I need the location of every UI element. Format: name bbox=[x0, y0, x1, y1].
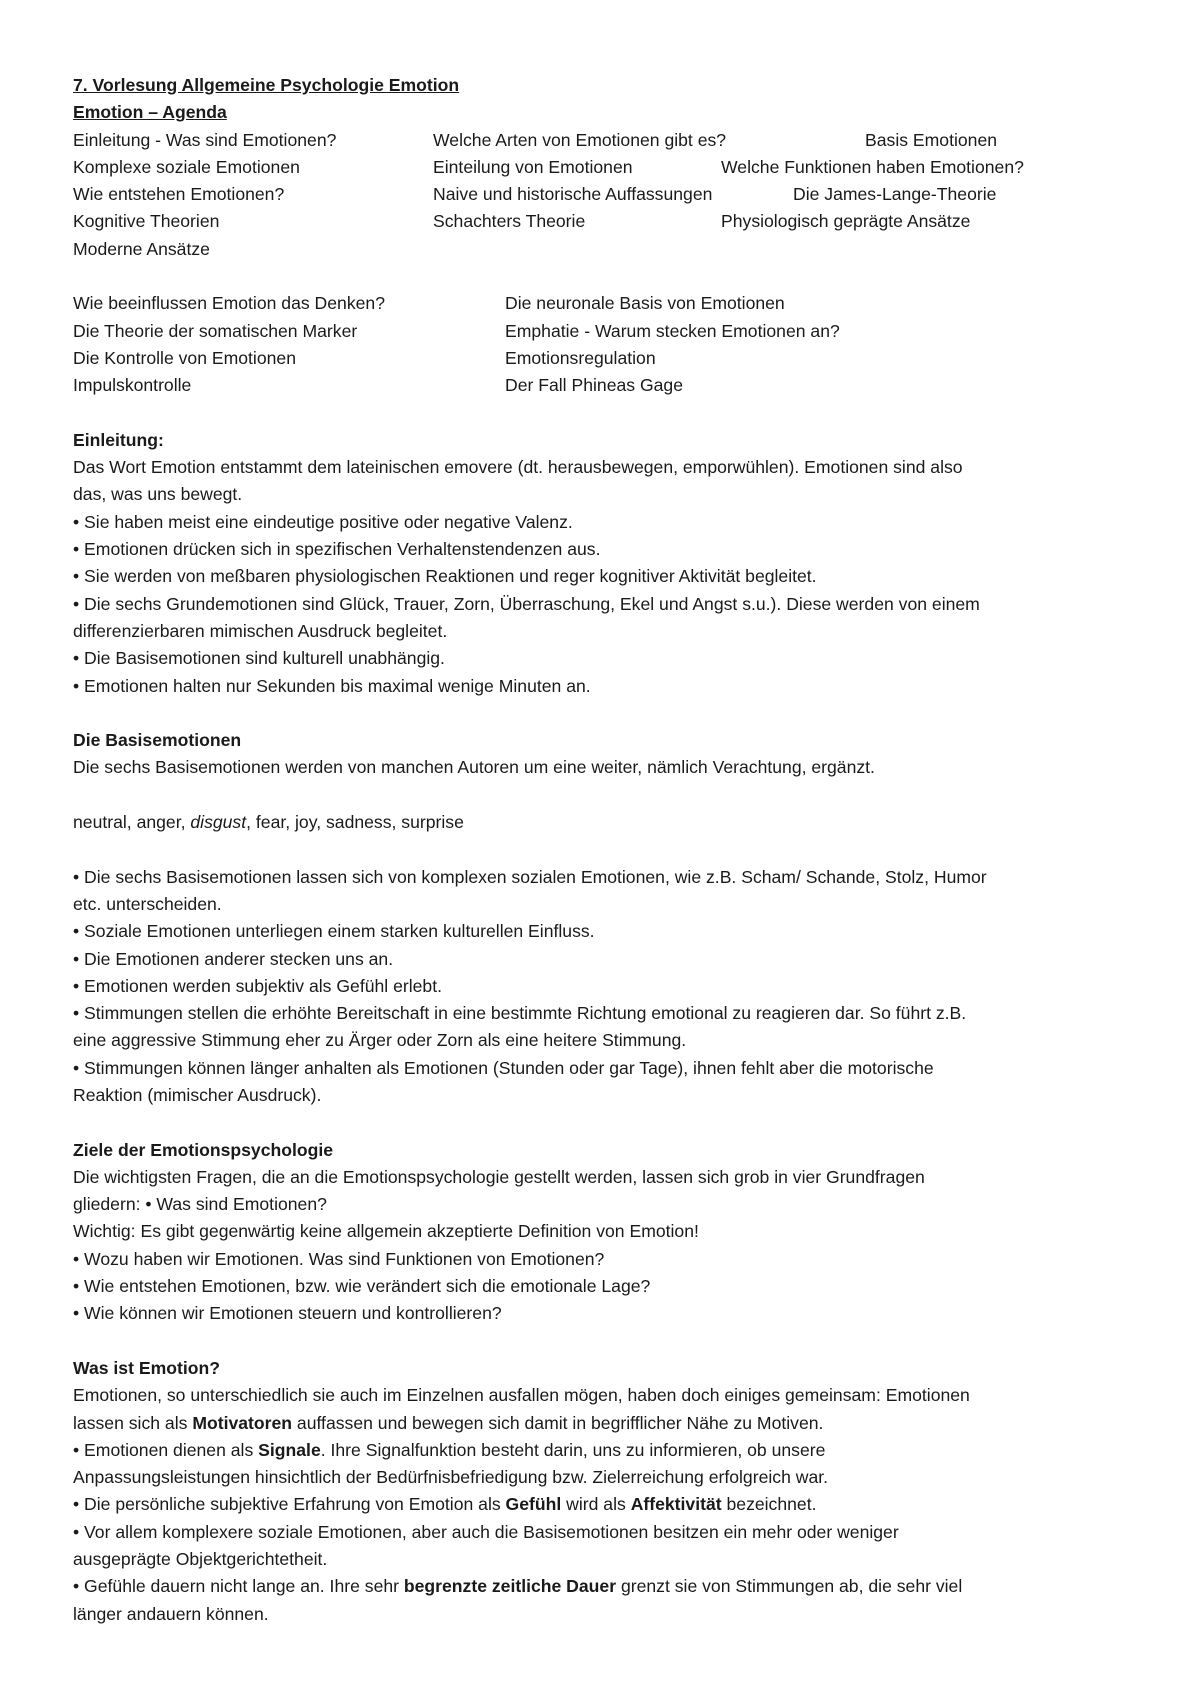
agenda-item: Schachters Theorie bbox=[433, 211, 586, 232]
agenda-item: Physiologisch geprägte Ansätze bbox=[721, 211, 971, 232]
agenda-item: Welche Arten von Emotionen gibt es? bbox=[433, 129, 727, 150]
paragraph-line: Anpassungsleistungen hinsichtlich der Bedürfnisbefriedigung bzw. Zielerreichung erfolgreich war. bbox=[73, 1467, 829, 1488]
bullet-line: • Die Emotionen anderer stecken uns an. bbox=[73, 948, 394, 969]
section-was-ist-emotion bbox=[73, 1355, 1133, 1628]
agenda-item: Wie beeinflussen Emotion das Denken? bbox=[73, 293, 385, 314]
emphasis: Gefühl bbox=[505, 1494, 562, 1515]
agenda-item: Die Theorie der somatischen Marker bbox=[73, 320, 358, 341]
document-page bbox=[73, 72, 1133, 1628]
bullet-line: • Gefühle dauern nicht lange an. Ihre sehr begrenzte zeitliche Dauer grenzt sie von Stimmungen ab, die sehr viel bbox=[73, 1576, 963, 1597]
agenda-item: Wie entstehen Emotionen? bbox=[73, 184, 285, 205]
agenda-item: Naive und historische Auffassungen bbox=[433, 184, 713, 205]
paragraph-line: Die wichtigsten Fragen, die an die Emotionspsychologie gestellt werden, lassen sich grob in vier Grundfragen bbox=[73, 1166, 925, 1187]
emphasis: Signale bbox=[258, 1439, 321, 1460]
bullet-line: • Soziale Emotionen unterliegen einem starken kulturellen Einfluss. bbox=[73, 921, 595, 942]
agenda-item: Einleitung - Was sind Emotionen? bbox=[73, 129, 337, 150]
agenda-item: Impulskontrolle bbox=[73, 375, 192, 396]
agenda-row bbox=[73, 318, 1133, 345]
bullet-line: • Die sechs Basisemotionen lassen sich von komplexen sozialen Emotionen, wie z.B. Scham/ Schande, Stolz, Humor bbox=[73, 866, 987, 887]
section-ziele bbox=[73, 1137, 1133, 1328]
agenda-item: Emphatie - Warum stecken Emotionen an? bbox=[505, 320, 840, 341]
bullet-line: • Vor allem komplexere soziale Emotionen, aber auch die Basisemotionen besitzen ein mehr oder weniger bbox=[73, 1521, 899, 1542]
paragraph-line: das, was uns bewegt. bbox=[73, 484, 243, 505]
paragraph-line: Emotionen, so unterschiedlich sie auch im Einzelnen ausfallen mögen, haben doch einiges gemeinsam: Emotionen bbox=[73, 1385, 970, 1406]
section-heading: Die Basisemotionen bbox=[73, 730, 242, 751]
paragraph-line: länger andauern können. bbox=[73, 1603, 269, 1624]
paragraph-line: ausgeprägte Objektgerichtetheit. bbox=[73, 1549, 328, 1570]
paragraph-line: Die sechs Basisemotionen werden von manchen Autoren um eine weiter, nämlich Verachtung, ergänzt. bbox=[73, 757, 875, 778]
emphasis: begrenzte zeitliche Dauer bbox=[403, 1576, 617, 1597]
bullet-line: • Stimmungen können länger anhalten als Emotionen (Stunden oder gar Tage), ihnen fehlt aber die motorische bbox=[73, 1057, 934, 1078]
document-title: 7. Vorlesung Allgemeine Psychologie Emotion bbox=[73, 75, 460, 95]
bullet-line: • Emotionen drücken sich in spezifischen Verhaltenstendenzen aus. bbox=[73, 539, 601, 560]
agenda-row bbox=[73, 290, 1133, 317]
bullet-line: • Wozu haben wir Emotionen. Was sind Funktionen von Emotionen? bbox=[73, 1248, 605, 1269]
agenda-item: Einteilung von Emotionen bbox=[433, 156, 633, 177]
agenda-row bbox=[73, 236, 1133, 263]
agenda-row bbox=[73, 154, 1133, 181]
agenda-item: Der Fall Phineas Gage bbox=[505, 375, 683, 396]
paragraph-line: gliedern: • Was sind Emotionen? bbox=[73, 1194, 327, 1215]
bullet-line: • Wie entstehen Emotionen, bzw. wie verändert sich die emotionale Lage? bbox=[73, 1276, 651, 1297]
paragraph-line: etc. unterscheiden. bbox=[73, 893, 222, 914]
emotion-list: neutral, anger, disgust, fear, joy, sadness, surprise bbox=[73, 812, 464, 833]
agenda-row bbox=[73, 208, 1133, 235]
paragraph-line: differenzierbaren mimischen Ausdruck begleitet. bbox=[73, 620, 448, 641]
paragraph-line: Reaktion (mimischer Ausdruck). bbox=[73, 1084, 322, 1105]
agenda-item: Welche Funktionen haben Emotionen? bbox=[721, 156, 1024, 177]
section-heading: Einleitung: bbox=[73, 429, 164, 450]
bullet-line: • Wie können wir Emotionen steuern und kontrollieren? bbox=[73, 1303, 502, 1324]
agenda-block-1 bbox=[73, 127, 1133, 263]
agenda-row bbox=[73, 372, 1133, 399]
agenda-item: Komplexe soziale Emotionen bbox=[73, 156, 300, 177]
agenda-item: Die Kontrolle von Emotionen bbox=[73, 347, 296, 368]
bullet-line: • Die persönliche subjektive Erfahrung von Emotion als Gefühl wird als Affektivität bezeichnet. bbox=[73, 1494, 817, 1515]
bullet-line: • Emotionen halten nur Sekunden bis maximal wenige Minuten an. bbox=[73, 675, 591, 696]
bullet-line: • Emotionen dienen als Signale. Ihre Signalfunktion besteht darin, uns zu informieren, ob unsere bbox=[73, 1439, 826, 1460]
emphasis: Motivatoren bbox=[192, 1412, 293, 1433]
section-einleitung bbox=[73, 427, 1133, 700]
section-heading: Was ist Emotion? bbox=[73, 1357, 220, 1378]
bullet-line: • Die sechs Grundemotionen sind Glück, Trauer, Zorn, Überraschung, Ekel und Angst s.u.). Diese werden von einem bbox=[73, 593, 980, 614]
agenda-block-2 bbox=[73, 290, 1133, 399]
bullet-line: • Sie haben meist eine eindeutige positive oder negative Valenz. bbox=[73, 511, 573, 532]
paragraph-line: Das Wort Emotion entstammt dem lateinischen emovere (dt. herausbewegen, emporwühlen). Emotionen sind also bbox=[73, 457, 963, 478]
agenda-title: Emotion – Agenda bbox=[73, 102, 227, 123]
paragraph-line: eine aggressive Stimmung eher zu Ärger oder Zorn als eine heitere Stimmung. bbox=[73, 1030, 687, 1051]
agenda-item: Die neuronale Basis von Emotionen bbox=[505, 293, 785, 314]
paragraph-line: lassen sich als Motivatoren auffassen und bewegen sich damit in begrifflicher Nähe zu Motiven. bbox=[73, 1412, 824, 1433]
emotion-list-italic: disgust bbox=[190, 812, 247, 833]
paragraph-line: Wichtig: Es gibt gegenwärtig keine allgemein akzeptierte Definition von Emotion! bbox=[73, 1221, 699, 1242]
section-basisemotionen bbox=[73, 727, 1133, 1109]
bullet-line: • Emotionen werden subjektiv als Gefühl erlebt. bbox=[73, 975, 442, 996]
bullet-line: • Sie werden von meßbaren physiologischen Reaktionen und reger kognitiver Aktivität begleitet. bbox=[73, 566, 817, 587]
agenda-item: Basis Emotionen bbox=[865, 129, 998, 150]
agenda-row bbox=[73, 181, 1133, 208]
agenda-item: Die James-Lange-Theorie bbox=[793, 184, 997, 205]
agenda-item: Moderne Ansätze bbox=[73, 238, 210, 259]
agenda-item: Kognitive Theorien bbox=[73, 211, 220, 232]
bullet-line: • Die Basisemotionen sind kulturell unabhängig. bbox=[73, 648, 445, 669]
bullet-line: • Stimmungen stellen die erhöhte Bereitschaft in eine bestimmte Richtung emotional zu reagieren dar. So führt z.B. bbox=[73, 1003, 967, 1024]
agenda-row bbox=[73, 127, 1133, 154]
agenda-row bbox=[73, 345, 1133, 372]
agenda-item: Emotionsregulation bbox=[505, 347, 656, 368]
emphasis: Affektivität bbox=[630, 1494, 722, 1515]
section-heading: Ziele der Emotionspsychologie bbox=[73, 1139, 334, 1160]
